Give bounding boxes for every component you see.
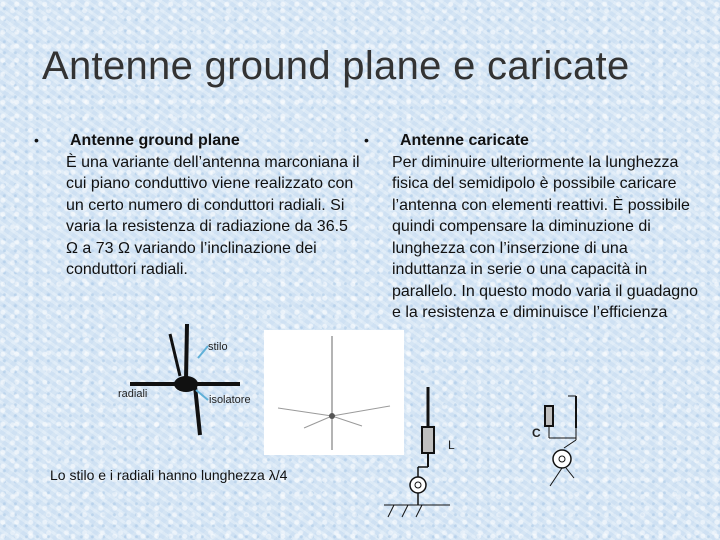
capacitor-label: C [532,426,541,440]
right-heading: Antenne caricate [400,132,529,149]
bullet: • [34,132,39,148]
right-body-text: Per diminuire ulteriormente la lunghezza fisica del semidipolo è possibile caricare l’antenna con elementi reattivi. È possibile quindi compensare la diminuzione di lunghezza con l’inserzione di una induttanza in serie o una capacità in parallelo. In questo modo varia il guadagno e la resistenza e diminuisce l’efficienza [392,153,698,321]
bullet: • [364,132,369,148]
right-column [364,130,700,324]
ground-plane-sketch [110,320,270,445]
inductor-symbol [422,427,434,453]
radiali-label: radiali [118,388,148,400]
radial-line [170,334,180,376]
generator-symbol [410,477,426,493]
diagram-caption: Lo stilo e i radiali hanno lunghezza λ/4 [50,467,288,483]
isolatore-label: isolatore [209,394,251,406]
capacitor-symbol [545,406,553,426]
left-body-text: È una variante dell’antenna marconiana il cui piano conduttivo viene realizzato con un certo numero di conduttori radiali. Si varia la resistenza di radiazione da 36.5 Ω a 73 Ω variando l’inclinazione dei conduttori radiali. [66,153,360,278]
inductor-loaded-antenna [380,385,460,525]
capacitor-loaded-antenna [530,392,600,492]
stilo-line [186,324,187,380]
generator-symbol [553,450,571,468]
stilo-label: stilo [208,341,228,353]
left-column [34,130,360,281]
inductor-label: L [448,438,455,452]
isolatore-body [174,376,198,392]
left-heading: Antenne ground plane [70,132,240,149]
stilo-pointer [198,346,208,358]
slide-title: Antenne ground plane e caricate [42,44,630,88]
